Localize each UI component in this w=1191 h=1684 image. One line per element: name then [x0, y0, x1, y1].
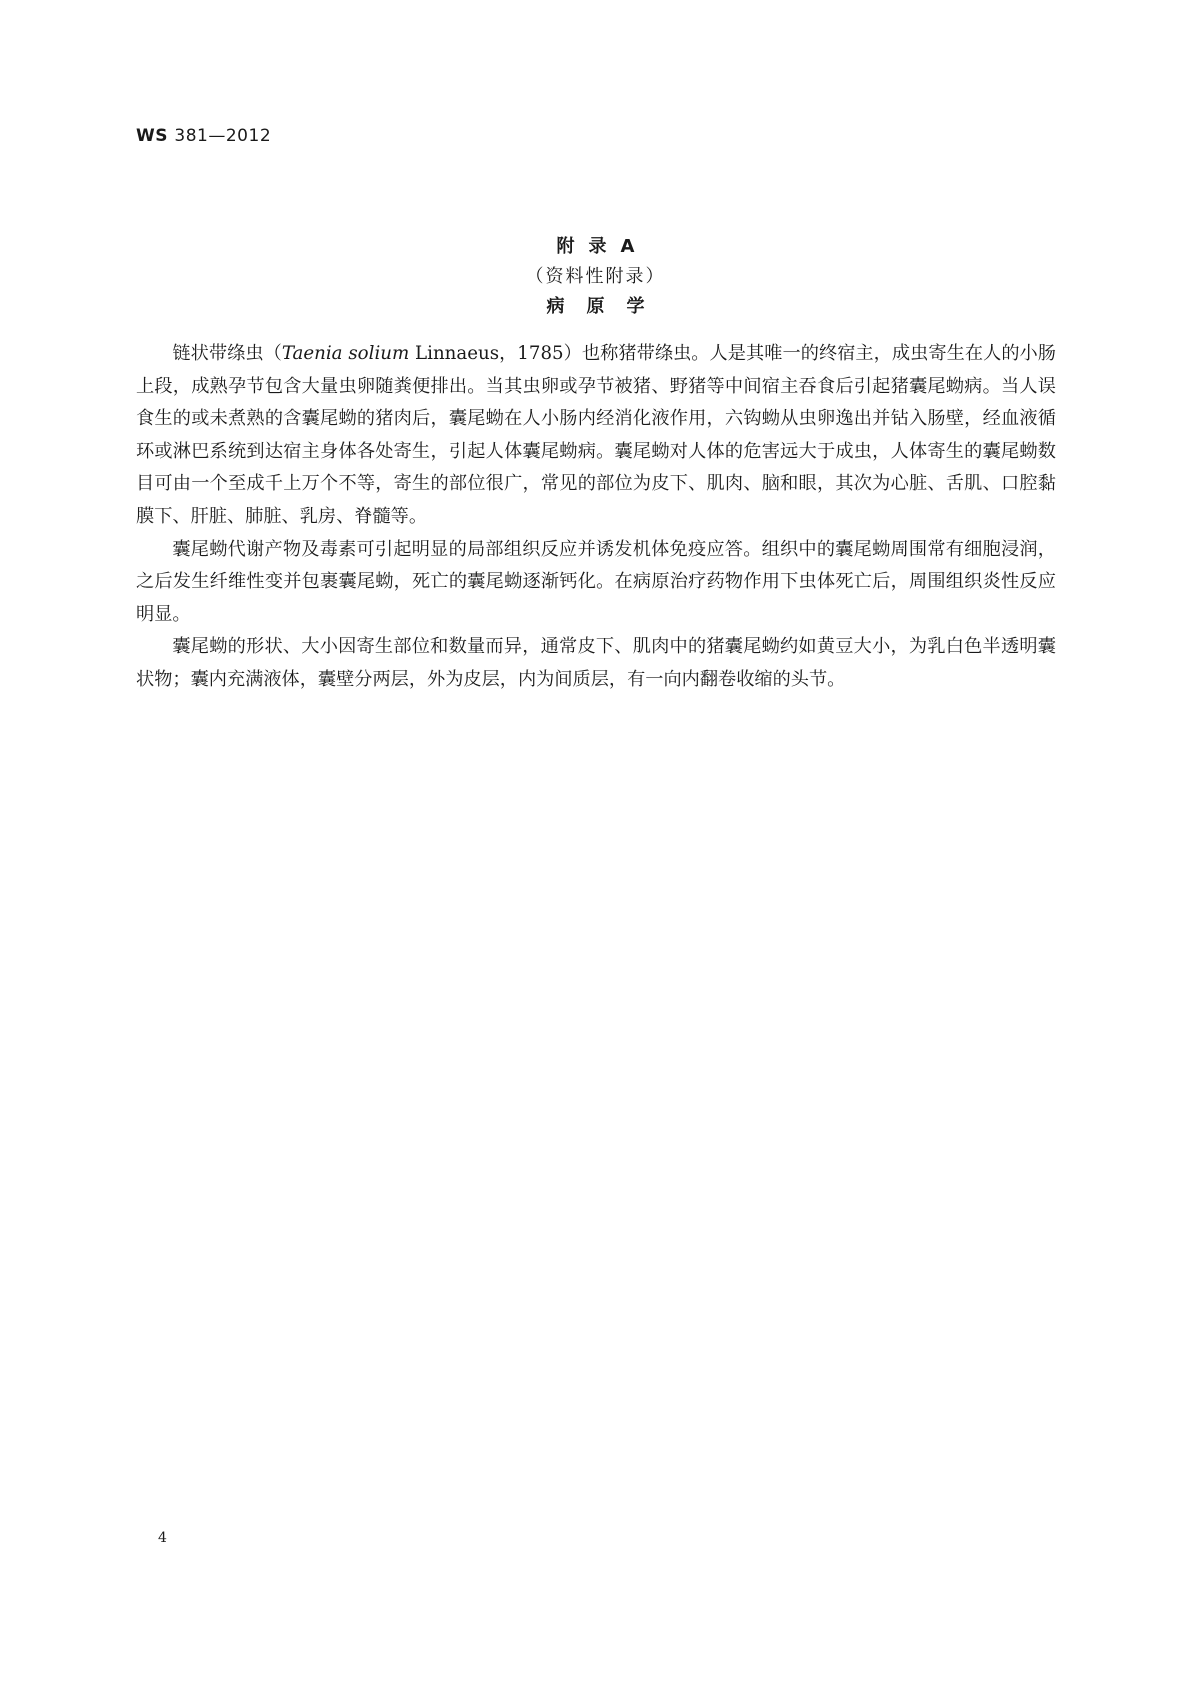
latin-species-name: Taenia solium [281, 343, 410, 364]
appendix-title: 附录A [556, 236, 649, 257]
appendix-subtitle: （资料性附录） [525, 266, 666, 287]
document-code-prefix: WS [136, 126, 168, 146]
paragraph-1-rest: Linnaeus，1785）也称猪带绦虫。人是其唯一的终宿主，成虫寄生在人的小肠上段，成熟孕节包含大量虫卵随粪便排出。当其虫卵或孕节被猪、野猪等中间宿主吞食后引起猪囊尾蚴病。当人误食生的或未煮熟的含囊尾蚴的猪肉后，囊尾蚴在人小肠内经消化液作用，六钩蚴从虫卵逸出并钻入肠壁，经血液循环或淋巴系统到达宿主身体各处寄生，引起人体囊尾蚴病。囊尾蚴对人体的危害远大于成虫，人体寄生的囊尾蚴数目可由一个至成千上万个不等，寄生的部位很广，常见的部位为皮下、肌肉、脑和眼，其次为心脏、舌肌、口腔黏膜下、肝脏、肺脏、乳房、脊髓等。 [136, 343, 1056, 527]
paragraph-1-start: 链状带绦虫（ [172, 343, 282, 364]
document-code [136, 126, 271, 146]
page-number: 4 [158, 1530, 167, 1546]
appendix-heading: 病原学 [546, 296, 667, 317]
body-text [136, 338, 1056, 697]
paragraph-pathogen-overview [136, 338, 1056, 534]
document-code-number: 381—2012 [174, 126, 272, 146]
paragraph-tissue-reaction: 囊尾蚴代谢产物及毒素可引起明显的局部组织反应并诱发机体免疫应答。组织中的囊尾蚴周围常有细胞浸润，之后发生纤维性变并包裹囊尾蚴，死亡的囊尾蚴逐渐钙化。在病原治疗药物作用下虫体死亡后，周围组织炎性反应明显。 [136, 538, 1056, 625]
paragraph-morphology: 囊尾蚴的形状、大小因寄生部位和数量而异，通常皮下、肌肉中的猪囊尾蚴约如黄豆大小，为乳白色半透明囊状物；囊内充满液体，囊壁分两层，外为皮层，内为间质层，有一向内翻卷收缩的头节。 [136, 636, 1056, 690]
